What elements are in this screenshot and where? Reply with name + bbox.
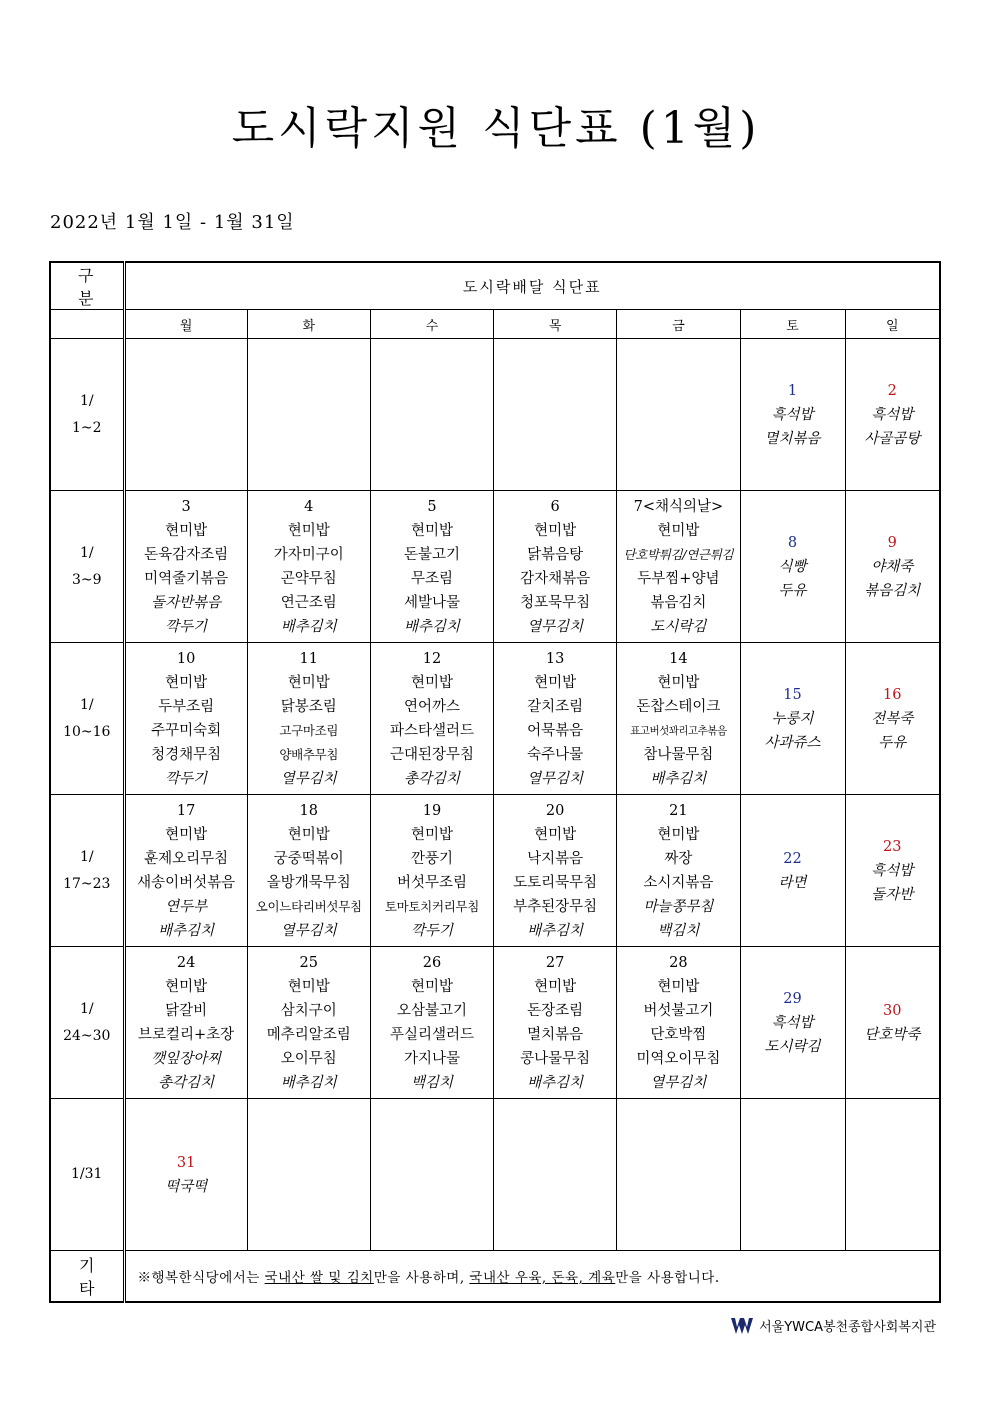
week-label (50, 491, 124, 643)
day-header-row (50, 310, 940, 339)
date-number: 15 (783, 686, 802, 703)
day-cell (247, 643, 370, 795)
week-row (50, 947, 940, 1099)
week-row (50, 491, 940, 643)
menu-item: 현미밥 (165, 826, 208, 843)
menu-item: 현미밥 (410, 826, 453, 843)
week-label (50, 947, 124, 1099)
menu-item: 부추된장무침 (513, 898, 598, 915)
date-number: 31 (176, 1154, 196, 1171)
menu-item: 가자미구이 (273, 546, 344, 563)
menu-item: 숙주나물 (527, 746, 584, 763)
menu-item: 닭봉조림 (280, 698, 337, 715)
menu-item: 흑석밥 (871, 406, 914, 423)
menu-item: 현미밥 (534, 826, 577, 843)
menu-item: 오삼불고기 (396, 1002, 467, 1019)
menu-item: 흑석밥 (771, 406, 814, 423)
day-cell (617, 491, 740, 643)
day-header: 수 (370, 310, 493, 339)
menu-item: 돈육감자조림 (144, 546, 229, 563)
week-row (50, 1099, 940, 1251)
day-cell (370, 795, 493, 947)
menu-item: 현미밥 (534, 674, 577, 691)
menu-item: 소시지볶음 (643, 874, 714, 891)
day-cell (124, 1099, 247, 1251)
menu-item: 오이느타리버섯무침 (255, 898, 362, 914)
menu-item: 현미밥 (287, 978, 330, 995)
day-cell (124, 491, 247, 643)
menu-item: 현미밥 (657, 978, 700, 995)
day-cell (124, 947, 247, 1099)
menu-item: 삼치구이 (280, 1002, 337, 1019)
day-cell (845, 947, 940, 1099)
menu-item: 흑석밥 (871, 862, 914, 879)
day-header: 목 (494, 310, 617, 339)
date-number: 22 (783, 850, 802, 867)
week-label-line: 10~16 (63, 723, 111, 740)
menu-item: 감자채볶음 (520, 570, 591, 587)
menu-item: 청포묵무침 (520, 594, 591, 611)
page-title: 도시락지원 식단표 (1월) (231, 103, 761, 154)
menu-item: 열무김치 (280, 922, 337, 939)
date-number: 17 (176, 802, 196, 819)
menu-item: 현미밥 (287, 522, 330, 539)
day-cell (124, 339, 247, 491)
menu-item: 새송이버섯볶음 (137, 874, 236, 891)
day-cell (617, 1099, 740, 1251)
day-cell (845, 795, 940, 947)
etc-label: 기 타 (50, 1251, 124, 1303)
week-label-line: 1/ (79, 392, 94, 409)
day-cell (494, 1099, 617, 1251)
menu-item: 청경채무침 (151, 746, 222, 763)
week-label-line: 1/31 (71, 1166, 103, 1182)
menu-item: 식빵 (778, 558, 807, 575)
day-cell (740, 795, 845, 947)
menu-item: 배추김치 (280, 618, 337, 635)
menu-item: 현미밥 (287, 674, 330, 691)
menu-item: 무조림 (410, 570, 453, 587)
day-cell (370, 339, 493, 491)
day-cell (845, 339, 940, 491)
etc-text-part: 만을 사용하며, (373, 1270, 470, 1286)
date-number: 5 (427, 498, 437, 515)
date-number: 18 (299, 802, 318, 819)
week-label-line: 17~23 (63, 875, 111, 892)
week-label-line: 24~30 (63, 1027, 111, 1044)
menu-item: 두유 (778, 582, 807, 599)
day-cell (617, 947, 740, 1099)
day-cell (124, 643, 247, 795)
menu-item: 미역오이무침 (636, 1050, 721, 1067)
menu-item: 돈불고기 (403, 546, 460, 563)
menu-item: 두부찜+양념 (637, 570, 720, 587)
menu-item: 곤약무침 (280, 570, 337, 587)
day-cell (247, 947, 370, 1099)
table-header-title: 도시락배달 식단표 (124, 262, 940, 310)
date-number: 9 (887, 534, 897, 551)
menu-item: 연근조림 (280, 594, 337, 611)
menu-item: 현미밥 (534, 978, 577, 995)
week-label-line: 1/ (79, 848, 94, 865)
date-number: 29 (783, 990, 802, 1007)
menu-item: 열무김치 (650, 1074, 707, 1091)
day-cell (247, 1099, 370, 1251)
date-number: 28 (669, 954, 688, 971)
menu-item: 현미밥 (410, 978, 453, 995)
menu-item: 메추리알조림 (266, 1026, 351, 1043)
day-cell (370, 947, 493, 1099)
menu-item: 도시락김 (764, 1038, 821, 1055)
menu-item: 참나물무침 (643, 746, 714, 763)
date-number: 16 (883, 686, 902, 703)
date-number: 19 (422, 802, 442, 819)
date-number: 6 (550, 498, 560, 515)
etc-text-part: ※행복한식당에서는 (137, 1270, 265, 1286)
day-cell (370, 1099, 493, 1251)
menu-item: 현미밥 (410, 674, 453, 691)
menu-item: 현미밥 (165, 522, 208, 539)
menu-item: 누룽지 (771, 710, 814, 727)
menu-item: 도토리묵무침 (513, 874, 598, 891)
day-cell (494, 947, 617, 1099)
menu-table (49, 261, 941, 1303)
menu-item: 현미밥 (165, 978, 208, 995)
day-cell (617, 339, 740, 491)
date-number: 8 (787, 534, 798, 551)
menu-item: 궁중떡볶이 (273, 850, 344, 867)
date-number: 24 (176, 954, 196, 971)
menu-item: 배추김치 (650, 770, 707, 787)
date-number: 25 (299, 954, 318, 971)
week-label (50, 1099, 124, 1251)
week-label-line: 1/ (79, 1000, 94, 1017)
day-cell (370, 491, 493, 643)
menu-item: 멸치볶음 (764, 430, 821, 447)
menu-item: 단호박찜 (650, 1026, 707, 1043)
menu-item: 배추김치 (403, 618, 460, 635)
menu-item: 토마토치커리무침 (384, 898, 480, 914)
day-header: 월 (124, 310, 247, 339)
date-number: 10 (176, 650, 196, 667)
menu-item: 라면 (778, 874, 807, 891)
menu-item: 현미밥 (165, 674, 208, 691)
menu-item: 브로컬리+초장 (137, 1026, 235, 1043)
menu-item: 짜장 (664, 850, 693, 867)
menu-item: 열무김치 (280, 770, 337, 787)
menu-item: 사골곰탕 (864, 430, 921, 447)
day-header-empty (50, 310, 124, 339)
date-number: 2 (887, 382, 897, 399)
menu-item: 고구마조림 (279, 722, 339, 738)
menu-item: 파스타샐러드 (389, 722, 474, 739)
day-cell (494, 795, 617, 947)
week-row (50, 339, 940, 491)
day-header: 금 (617, 310, 740, 339)
menu-item: 오이무침 (280, 1050, 337, 1067)
menu-item: 사과쥬스 (764, 734, 821, 751)
date-number: 30 (883, 1002, 902, 1019)
menu-item: 현미밥 (657, 522, 700, 539)
menu-item: 주꾸미숙회 (151, 722, 222, 739)
day-cell (740, 491, 845, 643)
week-label-line: 1/ (79, 696, 94, 713)
menu-item: 푸실리샐러드 (389, 1026, 474, 1043)
menu-item: 두부조림 (158, 698, 215, 715)
menu-item: 돈찹스테이크 (636, 698, 721, 715)
menu-item: 양배추무침 (279, 746, 339, 762)
menu-item: 배추김치 (527, 922, 584, 939)
day-cell (617, 643, 740, 795)
day-cell (370, 643, 493, 795)
day-cell (494, 643, 617, 795)
etc-text-underlined: 국내산 우육, 돈육, 계육 (469, 1270, 616, 1286)
menu-item: 멸치볶음 (527, 1026, 584, 1043)
etc-note (124, 1251, 940, 1303)
week-row (50, 795, 940, 947)
week-label-line: 3~9 (71, 571, 102, 588)
menu-item: 도시락김 (650, 618, 707, 635)
date-number: 11 (299, 650, 318, 667)
menu-item: 총각김치 (403, 770, 460, 787)
day-cell (494, 339, 617, 491)
day-cell (247, 339, 370, 491)
day-cell (740, 339, 845, 491)
date-number: 23 (883, 838, 902, 855)
menu-item: 낙지볶음 (527, 850, 584, 867)
date-number: 3 (181, 498, 191, 515)
period-text: 2022년 1월 1일 - 1월 31일 (50, 212, 295, 233)
day-header: 화 (247, 310, 370, 339)
day-cell (124, 795, 247, 947)
menu-item: 미역줄기볶음 (144, 570, 229, 587)
date-number: 12 (422, 650, 442, 667)
week-label (50, 643, 124, 795)
day-header: 일 (845, 310, 940, 339)
week-label (50, 795, 124, 947)
menu-item: 흑석밥 (771, 1014, 814, 1031)
menu-item: 열무김치 (527, 618, 584, 635)
etc-text-part: 만을 사용합니다. (615, 1270, 720, 1286)
date-number: 13 (545, 650, 565, 667)
menu-item: 떡국떡 (165, 1178, 208, 1195)
menu-item: 현미밥 (657, 826, 700, 843)
menu-item: 닭볶음탕 (527, 546, 584, 563)
day-header: 토 (740, 310, 845, 339)
menu-item: 깻잎장아찌 (151, 1050, 222, 1067)
date-number: 1 (787, 382, 798, 399)
menu-item: 볶음김치 (864, 582, 921, 599)
day-cell (617, 795, 740, 947)
menu-item: 백김치 (657, 922, 700, 939)
gubun-header: 구 분 (50, 262, 124, 310)
menu-item: 깍두기 (410, 922, 453, 939)
menu-item: 깍두기 (165, 770, 208, 787)
day-cell (247, 795, 370, 947)
date-number: 26 (422, 954, 442, 971)
menu-item: 백김치 (410, 1074, 453, 1091)
menu-item: 현미밥 (410, 522, 453, 539)
menu-item: 갈치조림 (527, 698, 584, 715)
menu-item: 닭갈비 (165, 1002, 208, 1019)
menu-item: 올방개묵무침 (266, 874, 351, 891)
menu-item: 야채죽 (871, 558, 914, 575)
menu-item: 현미밥 (657, 674, 700, 691)
menu-item: 배추김치 (158, 922, 215, 939)
menu-item: 세발나물 (403, 594, 460, 611)
day-cell (740, 1099, 845, 1251)
menu-item: 깐풍기 (410, 850, 453, 867)
week-label (50, 339, 124, 491)
day-cell (740, 643, 845, 795)
menu-item: 볶음김치 (650, 594, 707, 611)
menu-item: 배추김치 (527, 1074, 584, 1091)
menu-item: 돌자반볶음 (151, 594, 222, 611)
menu-item: 표고버섯꽈리고추볶음 (630, 724, 727, 737)
menu-item: 가지나물 (403, 1050, 460, 1067)
menu-item: 현미밥 (534, 522, 577, 539)
menu-item: 연두부 (165, 898, 208, 915)
day-cell (494, 491, 617, 643)
menu-item: 근대된장무침 (389, 746, 474, 763)
menu-item: 배추김치 (280, 1074, 337, 1091)
menu-item: 단호박튀김/연근튀김 (623, 546, 734, 562)
menu-item: 버섯무조림 (396, 874, 467, 891)
footer-org-name: 서울YWCA봉천종합사회복지관 (759, 1320, 936, 1335)
day-cell (845, 491, 940, 643)
menu-item: 열무김치 (527, 770, 584, 787)
menu-item: 현미밥 (287, 826, 330, 843)
week-row (50, 643, 940, 795)
day-cell (740, 947, 845, 1099)
menu-item: 콩나물무침 (520, 1050, 591, 1067)
date-number: 14 (669, 650, 688, 667)
week-label-line: 1~2 (71, 419, 102, 436)
date-number: 21 (669, 802, 688, 819)
menu-item: 총각김치 (158, 1074, 215, 1091)
menu-item: 어묵볶음 (527, 722, 584, 739)
menu-item: 돈장조림 (527, 1002, 584, 1019)
footer (731, 1316, 936, 1335)
menu-item: 단호박죽 (864, 1026, 921, 1043)
day-cell (845, 1099, 940, 1251)
menu-item: 연어까스 (403, 698, 460, 715)
week-label-line: 1/ (79, 544, 94, 561)
menu-item: 두유 (878, 734, 907, 751)
date-number: 20 (545, 802, 565, 819)
menu-item: 돌자반 (871, 886, 914, 903)
date-number: 4 (304, 498, 314, 515)
date-number: 27 (545, 954, 565, 971)
etc-text-underlined: 국내산 쌀 및 김치 (264, 1270, 374, 1286)
day-cell (845, 643, 940, 795)
menu-item: 마늘쫑무침 (643, 898, 714, 915)
day-cell (247, 491, 370, 643)
menu-item: 깍두기 (165, 618, 208, 635)
date-number: 7<채식의날> (633, 498, 724, 515)
menu-item: 전복죽 (871, 710, 914, 727)
menu-item: 훈제오리무침 (144, 850, 229, 867)
menu-item: 버섯불고기 (643, 1002, 714, 1019)
ywca-logo-icon (731, 1317, 753, 1335)
